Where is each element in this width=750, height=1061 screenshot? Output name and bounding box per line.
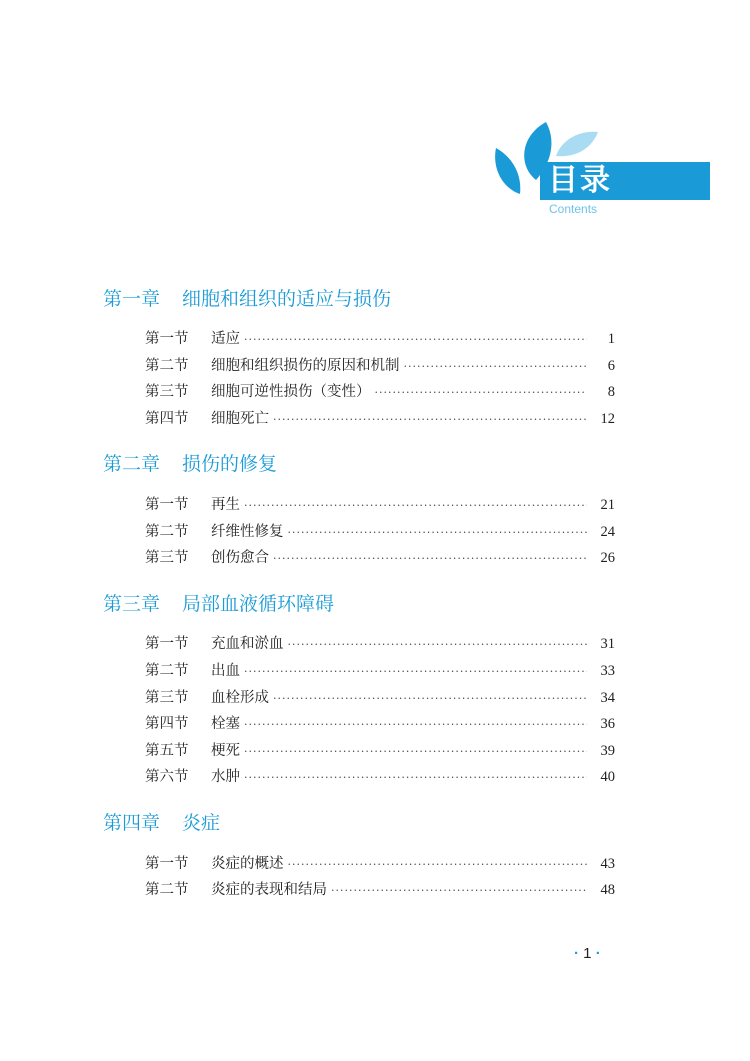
toc-entry[interactable] [145,879,615,901]
toc-entry[interactable] [145,521,615,543]
page-ref: 48 [600,882,615,898]
dot-leader [288,854,588,876]
page-ref: 8 [607,384,615,400]
dot-leader [375,382,588,404]
page-ref: 40 [600,769,615,785]
dot-leader [244,329,587,351]
section-number: 第三节 [145,550,189,566]
section-title: 血栓形成 [211,690,269,706]
page-ref: 43 [600,856,615,872]
chapter-heading[interactable] [103,452,277,476]
page-ref: 6 [607,358,615,374]
toc-entry[interactable] [145,687,615,709]
chapter-number: 第二章 [103,453,161,475]
chapter-title: 局部血液循环障碍 [182,593,335,615]
chapter-heading[interactable] [103,287,391,311]
section-title: 适应 [211,331,240,347]
page-subtitle: Contents [549,202,598,216]
section-title: 充血和淤血 [211,636,284,652]
chapter-number: 第四章 [103,812,161,834]
section-number: 第五节 [145,743,189,759]
toc-entry[interactable] [145,381,615,403]
section-number: 第三节 [145,690,189,706]
section-title: 炎症的概述 [211,856,284,872]
bullet-dot-icon: · [595,945,601,962]
page-number-value: 1 [583,945,592,962]
toc-entry[interactable] [145,766,615,788]
section-number: 第一节 [145,636,189,652]
chapter-title: 损伤的修复 [182,453,278,475]
toc-entry[interactable] [145,547,615,569]
page-number [574,942,601,966]
dot-leader [244,661,587,683]
toc-entry[interactable] [145,633,615,655]
section-number: 第一节 [145,856,189,872]
dot-leader [244,495,587,517]
page-ref: 31 [600,636,615,652]
page-ref: 1 [607,331,615,347]
dot-leader [288,634,588,656]
dot-leader [273,409,587,431]
page-ref: 12 [600,411,615,427]
toc-entry[interactable] [145,408,615,430]
section-number: 第一节 [145,497,189,513]
bullet-dot-icon: · [574,945,579,962]
section-number: 第二节 [145,358,189,374]
dot-leader [244,767,587,789]
chapter-number: 第一章 [103,288,161,310]
section-title: 创伤愈合 [211,550,269,566]
toc-entry[interactable] [145,660,615,682]
section-title: 出血 [211,663,240,679]
toc-entry[interactable] [145,853,615,875]
page-ref: 26 [600,550,615,566]
section-title: 炎症的表现和结局 [211,882,327,898]
page-ref: 24 [600,524,615,540]
section-number: 第二节 [145,524,189,540]
chapter-number: 第三章 [103,593,161,615]
section-title: 纤维性修复 [211,524,284,540]
chapter-title: 炎症 [182,812,221,834]
dot-leader [273,688,587,710]
page-ref: 36 [600,716,615,732]
page-title: 目录 [548,163,612,198]
page-ref: 33 [600,663,615,679]
section-title: 栓塞 [211,716,240,732]
dot-leader [244,714,587,736]
section-number: 第二节 [145,663,189,679]
section-title: 细胞和组织损伤的原因和机制 [211,358,400,374]
toc-entry[interactable] [145,355,615,377]
toc-entry[interactable] [145,494,615,516]
page-ref: 34 [600,690,615,706]
dot-leader [273,548,587,570]
toc-entry[interactable] [145,328,615,350]
section-number: 第四节 [145,716,189,732]
dot-leader [404,356,588,378]
dot-leader [244,741,587,763]
page-ref: 21 [600,497,615,513]
chapter-heading[interactable] [103,811,220,835]
section-number: 第一节 [145,331,189,347]
section-number: 第二节 [145,882,189,898]
toc-entry[interactable] [145,713,615,735]
section-title: 梗死 [211,743,240,759]
section-title: 细胞可逆性损伤（变性） [211,384,371,400]
section-title: 水肿 [211,769,240,785]
dot-leader [288,522,588,544]
chapter-title: 细胞和组织的适应与损伤 [182,288,392,310]
section-number: 第六节 [145,769,189,785]
page-ref: 39 [600,743,615,759]
toc-entry[interactable] [145,740,615,762]
section-title: 再生 [211,497,240,513]
section-number: 第四节 [145,411,189,427]
dot-leader [331,880,587,902]
chapter-heading[interactable] [103,592,334,616]
section-title: 细胞死亡 [211,411,269,427]
section-number: 第三节 [145,384,189,400]
